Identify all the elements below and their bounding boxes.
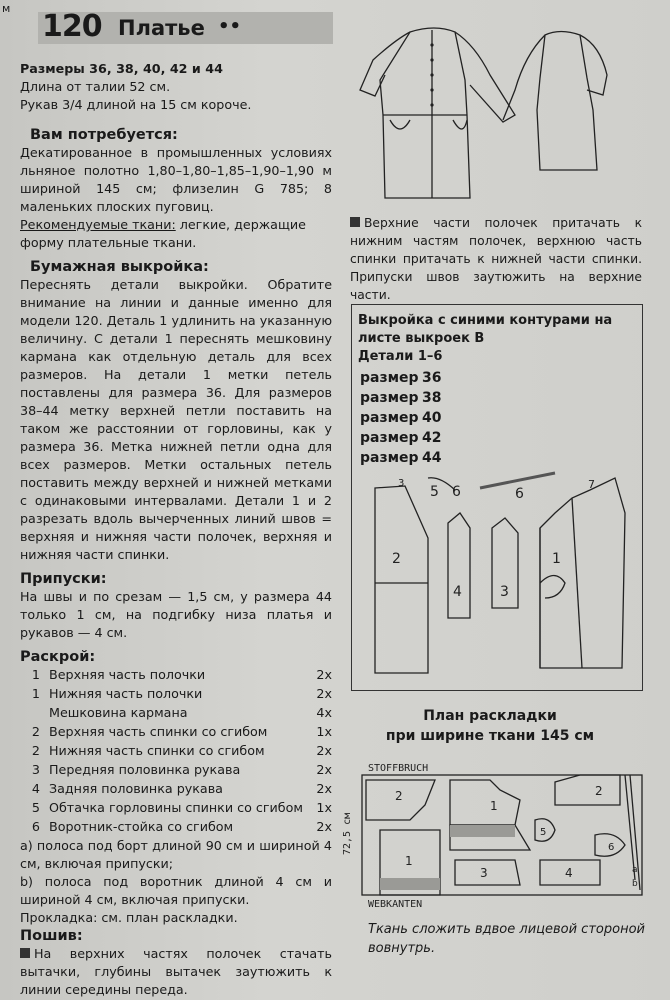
- bullet-square: [350, 217, 360, 227]
- layout-piece-6: 6: [608, 842, 615, 853]
- model-title: Платье: [118, 16, 205, 40]
- layout-piece-3: 3: [480, 866, 488, 880]
- cutting-item: 1 Верхняя часть полочки 2x: [31, 667, 332, 682]
- bullet-square: [20, 948, 30, 958]
- piece-label-3b: 3: [500, 584, 509, 600]
- size-legend-row: размер 42: [360, 430, 442, 446]
- layout-piece-5: 5: [540, 827, 547, 838]
- layout-piece-b: b: [632, 879, 638, 889]
- recommended-label: Рекомендуемые ткани:: [20, 217, 176, 232]
- size-legend-row: размер 38: [360, 390, 442, 406]
- layout-piece-1: 1: [490, 799, 498, 813]
- cutting-item: 2 Верхняя часть спинки со сгибом 1x: [31, 724, 332, 739]
- cutting-item: Мешковина кармана 4x: [49, 705, 332, 720]
- cutting-item: 5 Обтачка горловины спинки со сгибом 1x: [31, 800, 332, 815]
- materials-text: Декатированное в промышленных условиях льняное полотно 1,80–1,80–1,85–1,90–1,90 м шириной 145 см; флизелин G 785; 8 маленьких плоских пуговиц.: [20, 145, 332, 214]
- cutting-item: 6 Воротник-стойка со сгибом 2x: [31, 819, 332, 834]
- corner-mark: м: [2, 2, 11, 15]
- layout-plan-diagram: [340, 760, 650, 910]
- fold-caption: Ткань сложить вдвое лицевой стороной вовнутрь.: [368, 922, 645, 956]
- cutting-heading: Раскрой:: [20, 649, 96, 665]
- layout-plan-title: План раскладки при ширине ткани 145 см: [385, 708, 595, 744]
- interfacing-note: Прокладка: см. план раскладки.: [20, 910, 238, 925]
- layout-piece-2b: 2: [595, 784, 603, 798]
- allowances-text: На швы и по срезам — 1,5 см, у размера 44 только 1 см, на подгибку низа платья и рукавов — 4 см.: [20, 589, 332, 640]
- cutting-item: 3 Передняя половинка рукава 2x: [31, 762, 332, 777]
- piece-label-7: 7: [588, 478, 595, 491]
- layout-piece-2: 2: [395, 789, 403, 803]
- sewing-text: На верхних частях полочек стачать вытачки, глубины вытачек заутюжить к линии середины переда.: [20, 946, 332, 997]
- model-number: 120: [42, 9, 102, 44]
- piece-label-4: 4: [453, 584, 462, 600]
- fold-label: STOFFBRUCH: [368, 763, 429, 774]
- sizes-title: Размеры 36, 38, 40, 42 и 44: [20, 61, 223, 76]
- sleeve-note: Рукав 3/4 длиной на 15 см короче.: [20, 97, 252, 112]
- size-legend-row: размер 40: [360, 410, 442, 426]
- dress-sketch: [355, 20, 655, 210]
- pattern-box-title: [358, 312, 638, 366]
- size-legend-row: размер 44: [360, 450, 442, 466]
- assembly-note: Верхние части полочек притачать к нижним частям полочек, верхнюю часть спинки притачать к нижней части спинки. Припуски швов заутюжить на верхние части.: [350, 216, 642, 302]
- size-legend-row: размер 36: [360, 370, 448, 386]
- instructions-column: [20, 60, 332, 999]
- length-note: Длина от талии 52 см.: [20, 79, 171, 94]
- piece-label-3: 3: [398, 478, 405, 489]
- layout-piece-a: a: [632, 865, 638, 875]
- cutting-item: 2 Нижняя часть спинки со сгибом 2x: [31, 743, 332, 758]
- materials-heading: Вам потребуется:: [30, 127, 178, 143]
- selvage-label: WEBKANTEN: [368, 899, 423, 910]
- layout-piece-1b: 1: [405, 854, 413, 868]
- layout-piece-4: 4: [565, 866, 573, 880]
- piece-label-6: 6: [452, 484, 461, 500]
- piece-label-5: 5: [430, 484, 439, 500]
- strip-a: a) полоса под борт длиной 90 см и шириной 4 см, включая припуски;: [20, 838, 332, 871]
- allowances-heading: Припуски:: [20, 571, 107, 587]
- piece-label-6b: 6: [515, 486, 524, 502]
- recommended-text: легкие, держащие форму плательные ткани.: [20, 217, 306, 250]
- cutting-item: 1 Нижняя часть полочки 2x: [31, 686, 332, 701]
- pattern-parts: Детали 1–6: [358, 349, 443, 364]
- pattern-pieces-diagram: [360, 468, 638, 683]
- pattern-heading: Бумажная выкройка:: [30, 259, 209, 275]
- cutting-list: [20, 666, 332, 837]
- strip-b: b) полоса под воротник длиной 4 см и шириной 4 см, включая припуски.: [20, 874, 332, 907]
- piece-label-2: 2: [392, 551, 401, 567]
- difficulty-dots: ••: [218, 16, 242, 37]
- pattern-text: Переснять детали выкройки. Обратите внимание на линии и данные именно для модели 120. Деталь 1 удлинить на указанную величину. С детали 1 переснять мешковину кармана как отдельную деталь для всех размеров. На детали 1 метки петель поставлены для размера 36. Для размеров 38–44 метку верхней петли поставить на таком же расстоянии от горловины, как у размера 36. Метка нижней петли одна для всех размеров. Метки остальных петель поставить между верхней и нижней метками с одинаковыми интервалами. Детали 1 и 2 разрезать вдоль вычерченных линий швов = верхняя и нижняя части полочек, верхняя и нижняя части спинки.: [20, 277, 332, 562]
- width-label: 72,5 см: [342, 812, 353, 855]
- cutting-item: 4 Задняя половинка рукава 2x: [31, 781, 332, 796]
- piece-label-1: 1: [552, 551, 561, 567]
- sewing-heading: Пошив:: [20, 928, 83, 944]
- pattern-sheet-title: Выкройка с синими контурами на листе выкроек В: [358, 313, 613, 346]
